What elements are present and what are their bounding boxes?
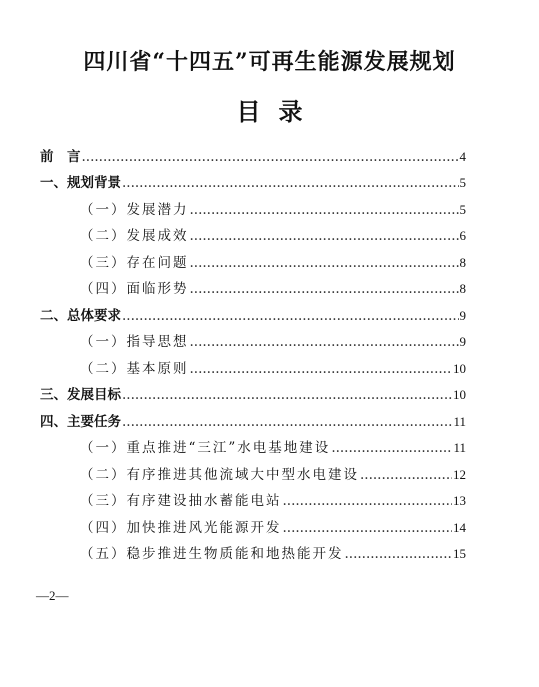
toc-entry-page: 4 [459, 149, 466, 164]
toc-entry[interactable] [80, 251, 466, 271]
toc-entry-label: （一）重点推进“三江”水电基地建设 [80, 440, 331, 456]
toc-entry-label: （五）稳步推进生物质能和地热能开发 [80, 546, 344, 562]
toc-leader-dots [331, 440, 452, 456]
toc-leader-dots [190, 255, 459, 271]
toc-entry-label: （四）加快推进风光能源开发 [80, 520, 282, 536]
toc-entry-page: 11 [453, 414, 466, 429]
toc-entry-page: 8 [459, 281, 466, 296]
toc-entry-label: （三）存在问题 [80, 255, 189, 271]
toc-entry-label: （一）指导思想 [80, 334, 189, 350]
toc-entry[interactable] [80, 357, 466, 377]
toc-entry-label: （四）面临形势 [80, 281, 189, 297]
toc-leader-dots [190, 228, 459, 244]
toc-entry-page: 5 [459, 202, 466, 217]
document-title: 四川省“十四五”可再生能源发展规划 [83, 49, 456, 75]
toc-entry[interactable] [80, 463, 466, 483]
toc-entry-label: （二）基本原则 [80, 361, 189, 377]
toc-entry[interactable] [80, 224, 466, 244]
toc-leader-dots [122, 387, 452, 403]
toc-entry-page: 10 [453, 361, 466, 376]
toc-entry[interactable] [40, 410, 466, 430]
toc-entry[interactable] [80, 516, 466, 536]
toc-entry[interactable] [80, 277, 466, 297]
toc-entry[interactable] [40, 383, 466, 403]
toc-entry-label: 前 言 [40, 149, 81, 165]
toc-entry[interactable] [40, 304, 466, 324]
toc-leader-dots [283, 493, 453, 509]
page-number: —2— [36, 588, 69, 603]
toc-entry-page: 12 [453, 467, 466, 482]
toc-entry-label: 三、发展目标 [40, 387, 121, 403]
toc-leader-dots [122, 175, 459, 191]
toc-entry-page: 5 [459, 175, 466, 190]
toc-leader-dots [345, 546, 453, 562]
toc-entry-label: 四、主要任务 [40, 414, 121, 430]
toc-entry-page: 13 [453, 493, 466, 508]
toc-entry[interactable] [80, 436, 466, 456]
toc-entry[interactable] [80, 542, 466, 562]
toc-entry-page: 9 [459, 308, 466, 323]
toc-entry[interactable] [40, 145, 466, 165]
toc-entry-label: （二）有序推进其他流域大中型水电建设 [80, 467, 359, 483]
toc-entry-page: 9 [459, 334, 466, 349]
toc-entry-page: 8 [459, 255, 466, 270]
toc-entry-page: 11 [453, 440, 466, 455]
toc-entry-page: 6 [459, 228, 466, 243]
toc-entry-page: 15 [453, 546, 466, 561]
toc-entry[interactable] [80, 330, 466, 350]
toc-entry-label: 一、规划背景 [40, 175, 121, 191]
toc-entry[interactable] [80, 198, 466, 218]
toc-leader-dots [360, 467, 452, 483]
toc-entry-label: （三）有序建设抽水蓄能电站 [80, 493, 282, 509]
toc-leader-dots [122, 414, 452, 430]
toc-entry-page: 14 [453, 520, 466, 535]
toc-leader-dots [122, 308, 459, 324]
toc-leader-dots [283, 520, 453, 536]
toc-entry-label: （二）发展成效 [80, 228, 189, 244]
toc-entry[interactable] [80, 489, 466, 509]
toc-entry-label: （一）发展潜力 [80, 202, 189, 218]
toc-leader-dots [190, 334, 459, 350]
toc-heading: 目录 [236, 97, 321, 126]
toc-leader-dots [82, 149, 459, 165]
toc-entry[interactable] [40, 171, 466, 191]
toc-entry-label: 二、总体要求 [40, 308, 121, 324]
toc-leader-dots [190, 202, 459, 218]
toc-leader-dots [190, 361, 453, 377]
toc-leader-dots [190, 281, 459, 297]
toc-entry-page: 10 [453, 387, 466, 402]
